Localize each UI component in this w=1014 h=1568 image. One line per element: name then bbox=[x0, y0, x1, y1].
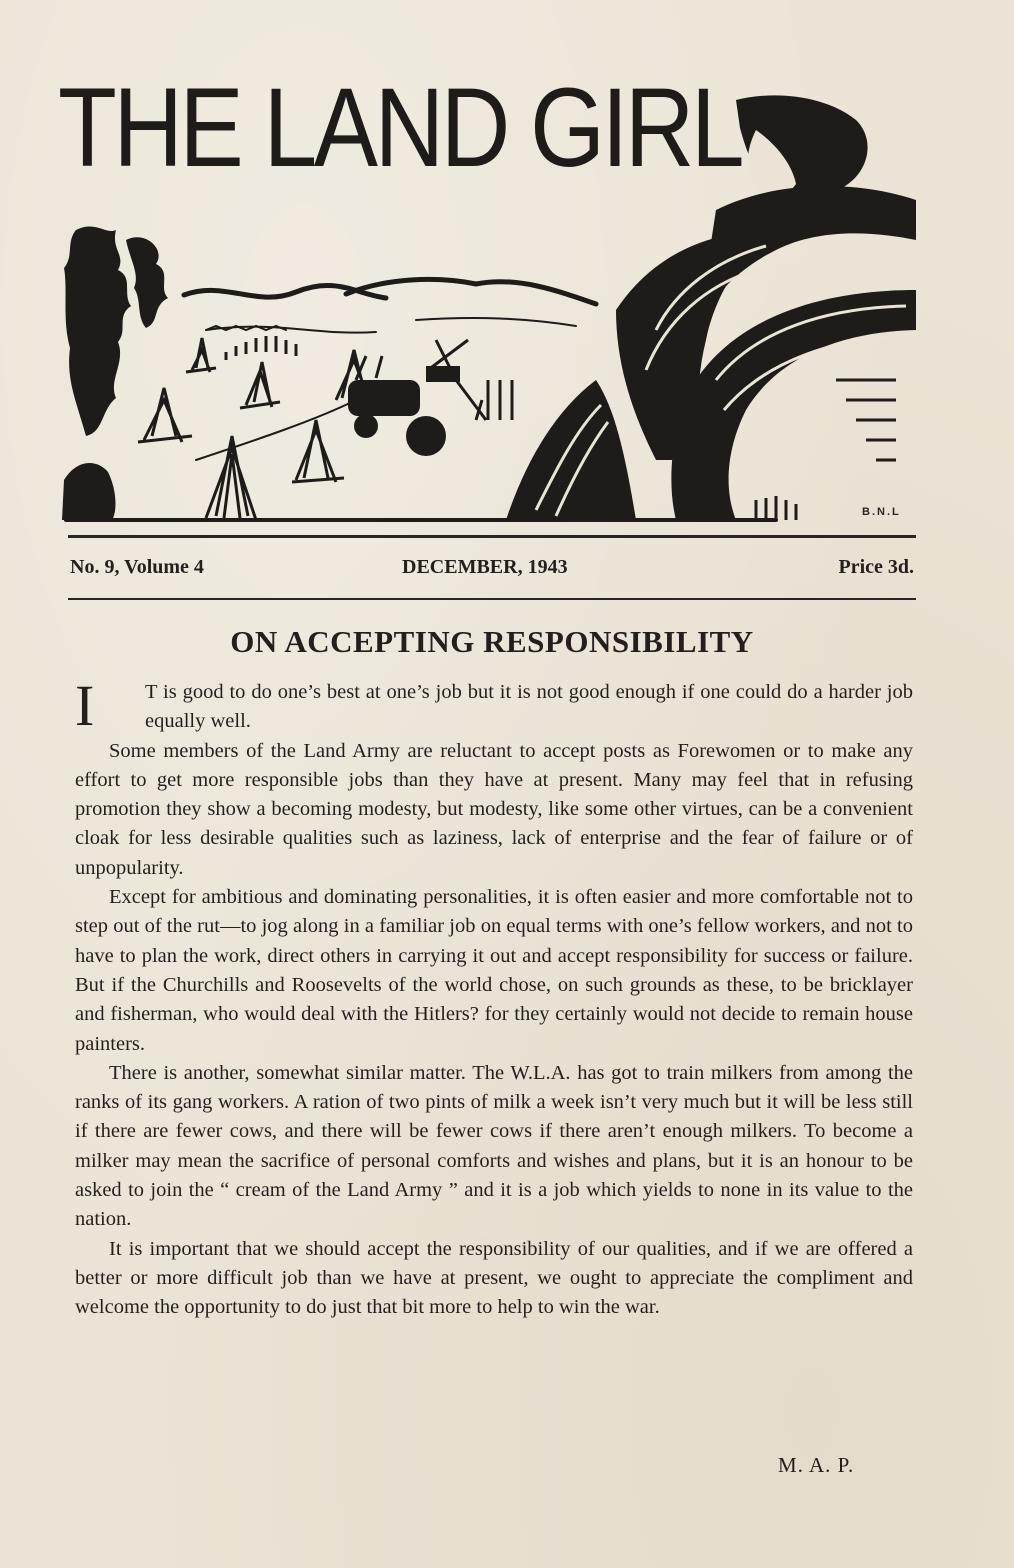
article-title: ON ACCEPTING RESPONSIBILITY bbox=[230, 624, 754, 659]
artist-initials: B.N.L bbox=[862, 506, 901, 518]
drop-cap: I bbox=[75, 673, 95, 738]
issue-date: DECEMBER, 1943 bbox=[402, 556, 568, 578]
article-paragraph-5: It is important that we should accept the responsibility of our qualities, and if we are offered a better or more difficult job than we have at present, we ought to appreciate the compliment and welcome the opportunity to do just that bit more to help to win the war. bbox=[75, 1237, 913, 1319]
article-paragraph-2: Some members of the Land Army are reluctant to accept posts as Forewomen or to make any effort to get more responsible jobs than they have at present. Many may feel that in refusing promotion they show a becoming modesty, but modesty, like some other virtues, can be a convenient cloak for less desirable qualities such as laziness, lack of enterprise and the fear of failure or of unpopularity. bbox=[75, 739, 913, 879]
issue-number-volume: No. 9, Volume 4 bbox=[70, 556, 204, 578]
issue-info-row bbox=[68, 556, 916, 584]
article-paragraph-3: Except for ambitious and dominating personalities, it is often easier and more comfortable not to step out of the rut—to jog along in a familiar job on equal terms with one’s fellow workers, and not to have to plan the work, direct others in carrying it out and accept responsibility for success or failure. But if the Churchills and Roosevelts of the world chose, on such grounds as these, to be bricklayer and fisherman, who would deal with the Hitlers? for they certainly would not decide to remain house painters. bbox=[75, 886, 913, 1055]
article-body bbox=[75, 673, 913, 1323]
issue-price: Price 3d. bbox=[838, 556, 914, 578]
masthead-title: THE LAND GIRL bbox=[58, 65, 742, 190]
header-rule-top bbox=[68, 535, 916, 538]
header-rule-bottom bbox=[68, 598, 916, 600]
paragraph-1-text: T is good to do one’s best at one’s job but it is not good enough if one could do a harder job equally well. bbox=[145, 681, 913, 733]
article-paragraph-1 bbox=[75, 673, 913, 738]
harvest-illustration bbox=[56, 80, 922, 528]
article-paragraph-4: There is another, somewhat similar matter. The W.L.A. has got to train milkers from among the ranks of its gang workers. A ration of two pints of milk a week isn’t very much but it will be less still if there are fewer cows, and there will be fewer cows if there aren’t enough milkers. To become a milker may mean the sacrifice of personal comforts and wishes and plans, but it is an honour to be asked to join the “ cream of the Land Army ” and it is a job which yields to none in its value to the nation. bbox=[75, 1061, 913, 1231]
author-signature: M. A. P. bbox=[778, 1453, 855, 1477]
